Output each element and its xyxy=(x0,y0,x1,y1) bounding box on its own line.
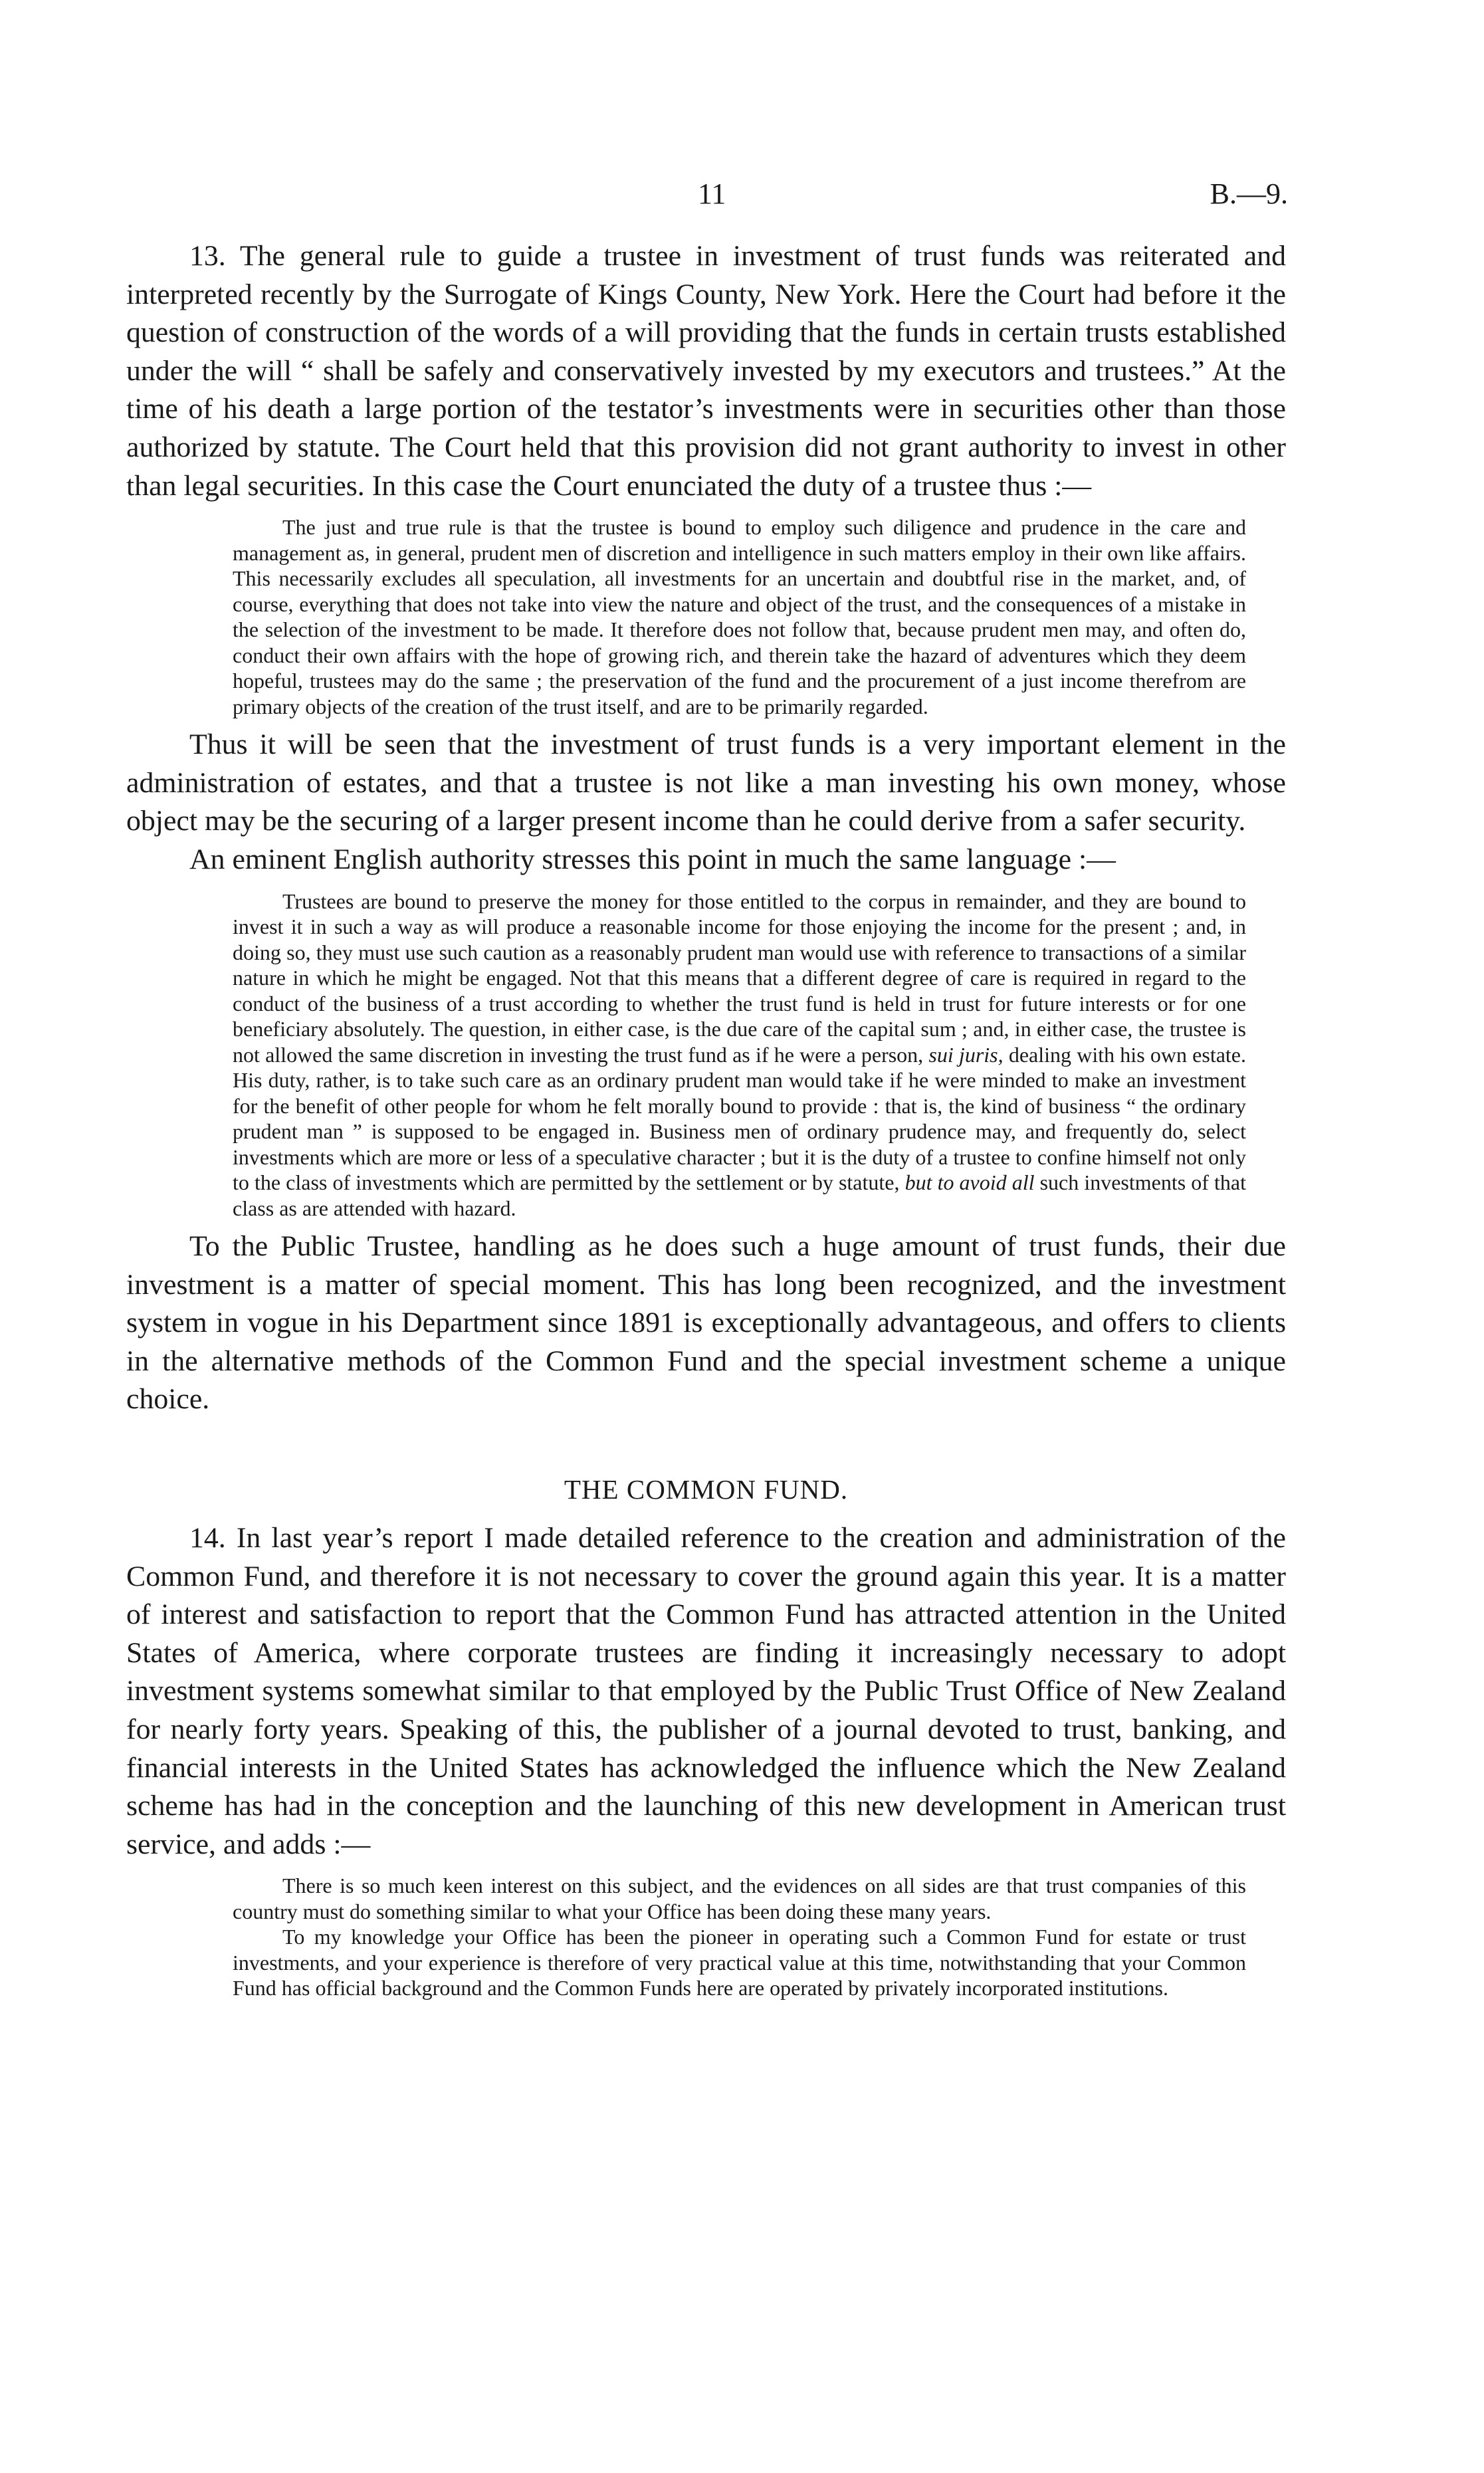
paragraph-public-trustee: To the Public Trustee, handling as he does such a huge amount of trust funds, their due investment is a matter of special moment. This has long been recognized, and the investment system in vogue in his Department since 1891 is exceptionally advantageous, and offers to clients in the alternative methods of the Common Fund and the special investment scheme a unique choice. xyxy=(126,1230,1286,1416)
quote-american-paragraph-1: There is so much keen interest on this subject, and the evidences on all sides are that trust companies of this country must do something similar to what your Office has been doing these many years. xyxy=(233,1874,1246,1923)
quote-english-authority xyxy=(233,889,1246,1222)
quote-english-part-1: Trustees are bound to preserve the money for those entitled to the corpus in remainder, and they are bound to invest it in such a way as will produce a reasonable income for those enjoying the income for the present ; and, in doing so, they must use such caution as a reasonably prudent man would use with reference to transactions of a similar nature in which he might be engaged. Not that this means that a different degree of care is required in regard to the conduct of the business of a trust according to whether the trust fund is held in trust for future interests or for one beneficiary absolutely. The question, in either case, is the due care of the capital sum ; and, in either case, the trustee is not allowed the same discretion in investing the trust fund as if he were a person, xyxy=(233,889,1246,1067)
page-header xyxy=(0,174,1484,214)
quote-english-italic-avoid-all: but to avoid all xyxy=(904,1170,1035,1195)
quote-surrogate-court xyxy=(233,514,1246,719)
section-heading-common-fund: THE COMMON FUND. xyxy=(564,1474,849,1505)
quote-american-paragraph-2: To my knowledge your Office has been the pioneer in operating such a Common Fund for estate or trust investments, and your experience is therefore of very practical value at this time, notwithstanding that your Common Fund has official background and the Common Funds here are operated by privately incorporated institutions. xyxy=(233,1925,1246,2000)
paragraph-thus: Thus it will be seen that the investment of trust funds is a very important element in the administration of estates, and that a trustee is not like a man investing his own money, whose object may be the securing of a larger present income than he could derive from a safer security. xyxy=(126,728,1286,837)
quote-surrogate-text: The just and true rule is that the trustee is bound to employ such diligence and prudence in the care and management as, in general, prudent men of discretion and intelligence in such matters employ in their own like affairs. This necessarily excludes all speculation, all investments for an uncertain and doubtful rise in the market, and, of course, everything that does not take into view the nature and object of the trust, and the consequences of a mistake in the selection of the investment to be made. It therefore does not follow that, because prudent men may, and often do, conduct their own affairs with the hope of growing rich, and therein take the hazard of adventures which they deem hopeful, trustees may do the same ; the preservation of the fund and the procurement of a just income therefrom are primary objects of the creation of the trust itself, and are to be primarily regarded. xyxy=(233,515,1246,718)
quote-english-text xyxy=(233,889,1246,1222)
page-number: 11 xyxy=(698,177,726,210)
quote-english-italic-sui-juris: sui juris, xyxy=(928,1042,1004,1067)
paragraph-14: 14. In last year’s report I made detailed reference to the creation and administration of the Common Fund, and therefore it is not necessary to cover the ground again this year. It is a matter of interest and satisfaction to report that the Common Fund has attracted attention in the United States of America, where corporate trustees are finding it increasingly necessary to adopt investment systems somewhat similar to that employed by the Public Trust Office of New Zealand for nearly forty years. Speaking of this, the publisher of a journal devoted to trust, banking, and financial interests in the United States has acknowledged the influence which the New Zealand scheme has had in the conception and the launching of this new development in American trust service, and adds :— xyxy=(126,1522,1286,1860)
page-body xyxy=(126,237,1286,2008)
paragraph-eminent-authority: An eminent English authority stresses this point in much the same language :— xyxy=(189,843,1116,875)
quote-english-part-3: such investments of that class as are attended with hazard. xyxy=(233,1170,1247,1220)
quote-american-publisher xyxy=(233,1873,1246,2001)
quote-english-part-2: dealing with his own estate. His duty, rather, is to take such care as an ordinary prudent man would take if he were minded to make an investment for the benefit of other people for whom he felt morally bound to provide : that is, the kind of business “ the ordinary prudent man ” is supposed to be engaged in. Business men of ordinary prudence may, and frequently do, select investments which are more or less of a speculative character ; but it is the duty of a trustee to confine himself not only to the class of investments which are permitted by the settlement or by statute, xyxy=(233,1042,1247,1195)
document-reference: B.—9. xyxy=(1210,177,1288,210)
paragraph-13: 13. The general rule to guide a trustee in investment of trust funds was reiterated and interpreted recently by the Surrogate of Kings County, New York. Here the Court had before it the question of construction of the words of a will providing that the funds in certain trusts established under the will “ shall be safely and conservatively invested by my executors and trustees.” At the time of his death a large portion of the testator’s investments were in securities other than those authorized by statute. The Court held that this provision did not grant authority to invest in other than legal securities. In this case the Court enunciated the duty of a trustee thus :— xyxy=(126,240,1286,502)
